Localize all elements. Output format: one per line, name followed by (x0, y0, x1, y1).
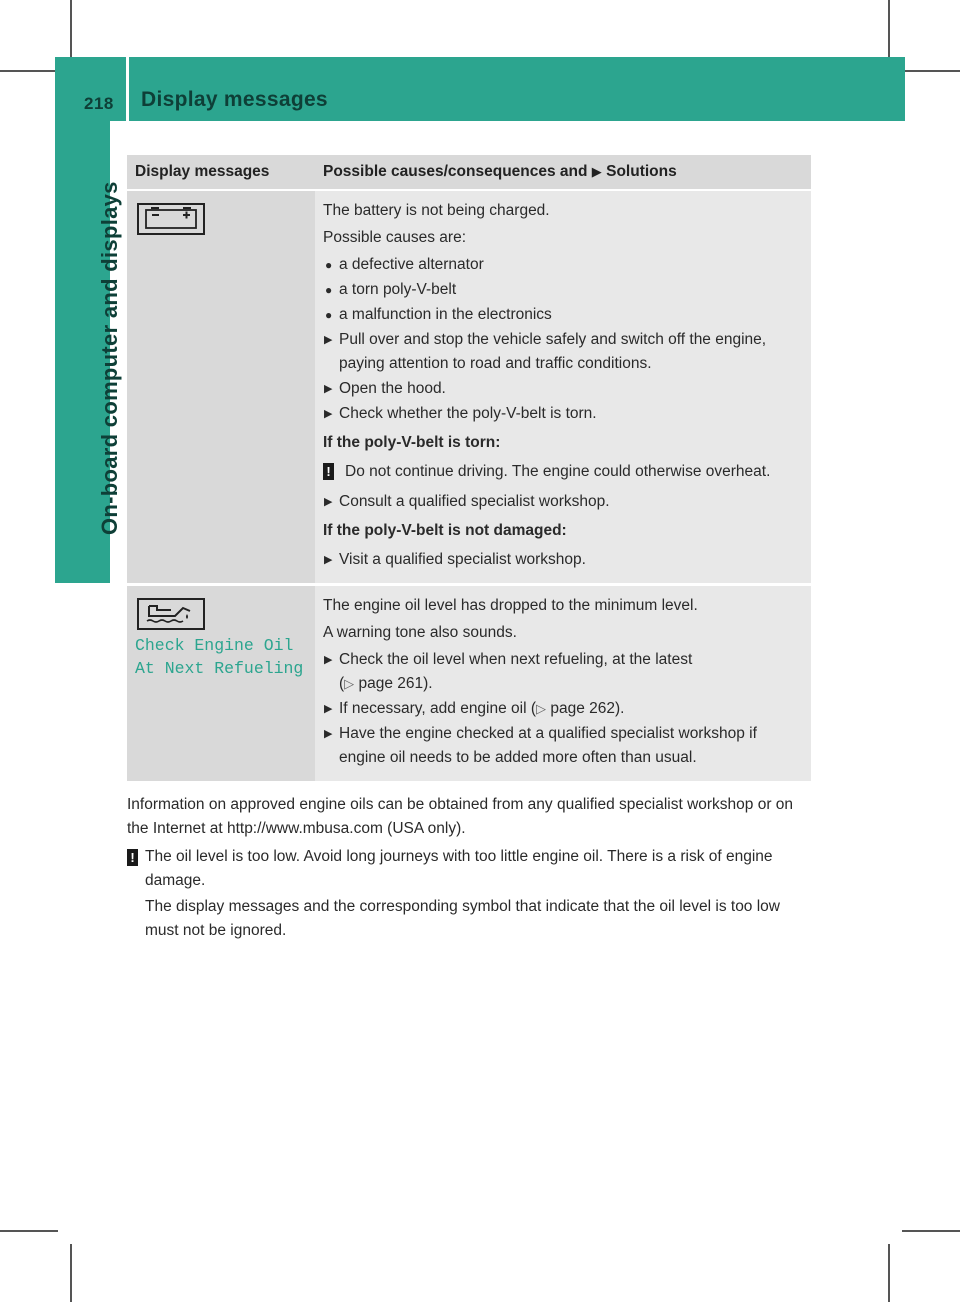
instruction-step: ▶ Pull over and stop the vehicle safely and switch off the engine, paying attention to road and traffic conditions. (323, 328, 803, 376)
table-row (127, 190, 811, 585)
body-text (127, 793, 817, 945)
instruction-step: ▶ Visit a qualified specialist workshop. (323, 548, 803, 572)
play-arrow-icon: ▶ (324, 703, 333, 715)
list-item: ● a defective alternator (323, 253, 803, 277)
play-arrow-icon: ▶ (324, 554, 333, 566)
header-solutions-text: Solutions (606, 163, 677, 180)
warning-text: The oil level is too low. Avoid long journeys with too little engine oil. There is a risk of engine damage. (145, 848, 773, 889)
solutions-cell (315, 585, 811, 782)
info-paragraph: Information on approved engine oils can be obtained from any qualified specialist workshop or on the Internet at http://www.mbusa.com (USA only). (127, 796, 794, 837)
exclamation-icon: ! (323, 463, 334, 480)
play-arrow-icon: ▶ (591, 164, 602, 179)
list-item: ● a torn poly-V-belt (323, 278, 803, 302)
display-message-cell (127, 585, 315, 782)
display-message-cell (127, 190, 315, 585)
page-number: 218 (84, 94, 114, 113)
crop-mark (902, 70, 960, 72)
column-header-display-messages: Display messages (127, 155, 315, 190)
bullet-icon: ● (325, 308, 333, 322)
bullet-icon: ● (325, 258, 333, 272)
instruction-step: ▶ Consult a qualified specialist workshop. (323, 490, 803, 514)
page-title: Display messages (141, 88, 328, 111)
crop-mark (70, 1244, 72, 1302)
list-item: ● a malfunction in the electronics (323, 303, 803, 327)
play-arrow-icon: ▶ (324, 496, 333, 508)
crop-mark (902, 1230, 960, 1232)
condition-heading: If the poly-V-belt is not damaged: (323, 522, 567, 539)
instruction-step: ▶ Have the engine checked at a qualified specialist workshop if engine oil needs to be added more often than usual. (323, 722, 803, 770)
display-messages-table (127, 155, 811, 781)
cause-text: Possible causes are: (323, 229, 467, 246)
instruction-step: ▶ If necessary, add engine oil (▷ page 262). (323, 697, 803, 721)
crop-mark (888, 1244, 890, 1302)
crop-mark (0, 70, 58, 72)
header-divider (126, 57, 129, 121)
crop-mark (888, 0, 890, 58)
table-row (127, 585, 811, 782)
cause-text: A warning tone also sounds. (323, 624, 517, 641)
oil-can-icon (137, 598, 205, 630)
display-message-text: Check Engine Oil At Next Refueling (135, 636, 304, 678)
play-arrow-icon: ▶ (324, 383, 333, 395)
play-arrow-icon: ▶ (324, 408, 333, 420)
instruction-step: ▶ Check whether the poly-V-belt is torn. (323, 402, 803, 426)
cause-text: The battery is not being charged. (323, 202, 550, 219)
warning-note: ! Do not continue driving. The engine could otherwise overheat. (323, 460, 803, 484)
play-arrow-icon: ▶ (324, 654, 333, 666)
play-arrow-icon: ▶ (324, 334, 333, 346)
column-header-solutions (315, 155, 811, 190)
solutions-cell (315, 190, 811, 585)
warning-text: The display messages and the corresponding symbol that indicate that the oil level is too low must not be ignored. (145, 898, 780, 939)
header-causes-text: Possible causes/consequences and (323, 163, 588, 180)
page-ref-icon: ▷ (536, 701, 547, 716)
bullet-icon: ● (325, 283, 333, 297)
play-arrow-icon: ▶ (324, 728, 333, 740)
condition-heading: If the poly-V-belt is torn: (323, 434, 501, 451)
battery-icon (137, 203, 205, 235)
warning-note (127, 845, 817, 943)
exclamation-icon: ! (127, 849, 138, 866)
crop-mark (70, 0, 72, 58)
instruction-step: ▶ Open the hood. (323, 377, 803, 401)
cause-text: The engine oil level has dropped to the minimum level. (323, 597, 698, 614)
instruction-step: ▶ Check the oil level when next refueling, at the latest (▷ page 261). (323, 648, 803, 696)
crop-mark (0, 1230, 58, 1232)
page-ref-icon: ▷ (344, 676, 355, 691)
side-tab-label: On-board computer and displays (97, 181, 122, 535)
